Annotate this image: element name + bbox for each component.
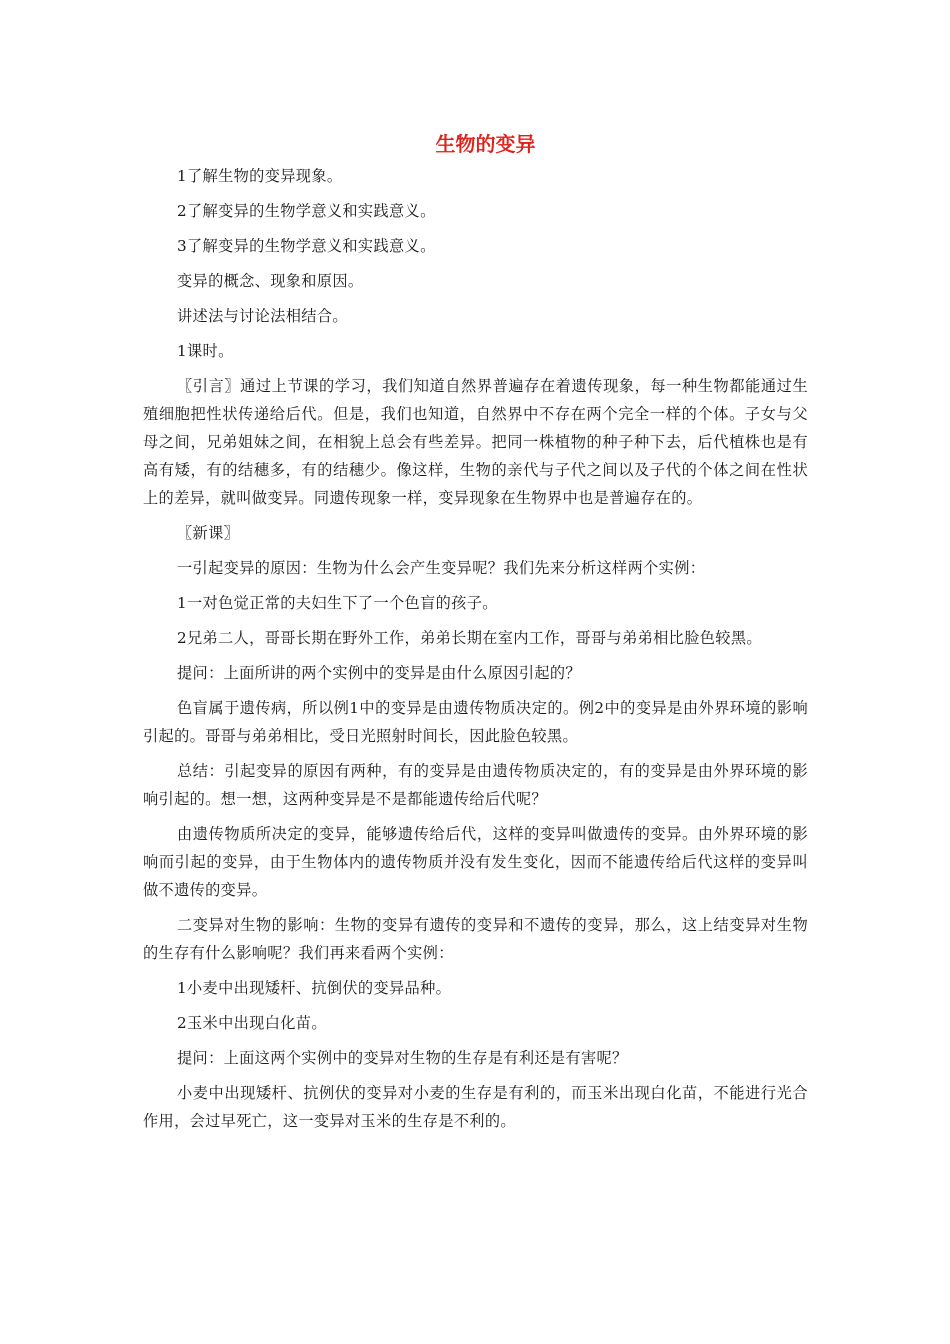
section-one-intro: 一引起变异的原因：生物为什么会产生变异呢？我们先来分析这样两个实例： bbox=[177, 559, 706, 577]
example-wheat: 1小麦中出现矮杆、抗倒伏的变异品种。 bbox=[177, 979, 452, 997]
example-1: 1一对色觉正常的夫妇生下了一个色盲的孩子。 bbox=[177, 594, 498, 612]
summary-paragraph: 总结：引起变异的原因有两种，有的变异是由遗传物质决定的，有的变异是由外界环境的影响引起的。想一想，这两种变异是不是都能遗传给后代呢？ bbox=[143, 762, 808, 808]
document-page bbox=[143, 126, 808, 1142]
example-2: 2兄弟二人，哥哥长期在野外工作，弟弟长期在室内工作，哥哥与弟弟相比脸色较黑。 bbox=[177, 629, 762, 647]
objective-1: 1了解生物的变异现象。 bbox=[177, 167, 343, 185]
section-two-intro: 二变异对生物的影响：生物的变异有遗传的变异和不遗传的变异，那么，这上结变异对生物的生存有什么影响呢？我们再来看两个实例： bbox=[143, 916, 808, 962]
question-1: 提问：上面所讲的两个实例中的变异是由什么原因引起的？ bbox=[177, 664, 581, 682]
objective-3: 3了解变异的生物学意义和实践意义。 bbox=[177, 237, 436, 255]
objective-2: 2了解变异的生物学意义和实践意义。 bbox=[177, 202, 436, 220]
introduction-paragraph: 〖引言〗通过上节课的学习，我们知道自然界普遍存在着遗传现象，每一种生物都能通过生殖细胞把性状传递给后代。但是，我们也知道，自然界中不存在两个完全一样的个体。子女与父母之间，兄弟姐妹之间，在相貌上总会有些差异。把同一株植物的种子种下去，后代植株也是有高有矮，有的结穗多，有的结穗少。像这样，生物的亲代与子代之间以及子代的个体之间在性状上的差异，就叫做变异。同遗传现象一样，变异现象在生物界中也是普遍存在的。 bbox=[143, 377, 808, 507]
example-corn: 2玉米中出现白化苗。 bbox=[177, 1014, 327, 1032]
new-lesson-heading: 〖新课〗 bbox=[177, 524, 240, 542]
class-hours: 1课时。 bbox=[177, 342, 234, 360]
answer-2: 小麦中出现矮杆、抗例伏的变异对小麦的生存是有利的，而玉米出现白化苗，不能进行光合作用，会过早死亡，这一变异对玉米的生存是不利的。 bbox=[143, 1084, 808, 1130]
key-points: 变异的概念、现象和原因。 bbox=[177, 272, 364, 290]
answer-1: 色盲属于遗传病，所以例1中的变异是由遗传物质决定的。例2中的变异是由外界环境的影响引起的。哥哥与弟弟相比，受日光照射时间长，因此脸色较黑。 bbox=[143, 699, 808, 745]
teaching-method: 讲述法与讨论法相结合。 bbox=[177, 307, 348, 325]
question-2: 提问：上面这两个实例中的变异对生物的生存是有利还是有害呢？ bbox=[177, 1049, 628, 1067]
heritable-variation-paragraph: 由遗传物质所决定的变异，能够遗传给后代，这样的变异叫做遗传的变异。由外界环境的影响而引起的变异，由于生物体内的遗传物质并没有发生变化，因而不能遗传给后代这样的变异叫做不遗传的变异。 bbox=[143, 825, 808, 899]
document-title: 生物的变异 bbox=[435, 132, 536, 156]
